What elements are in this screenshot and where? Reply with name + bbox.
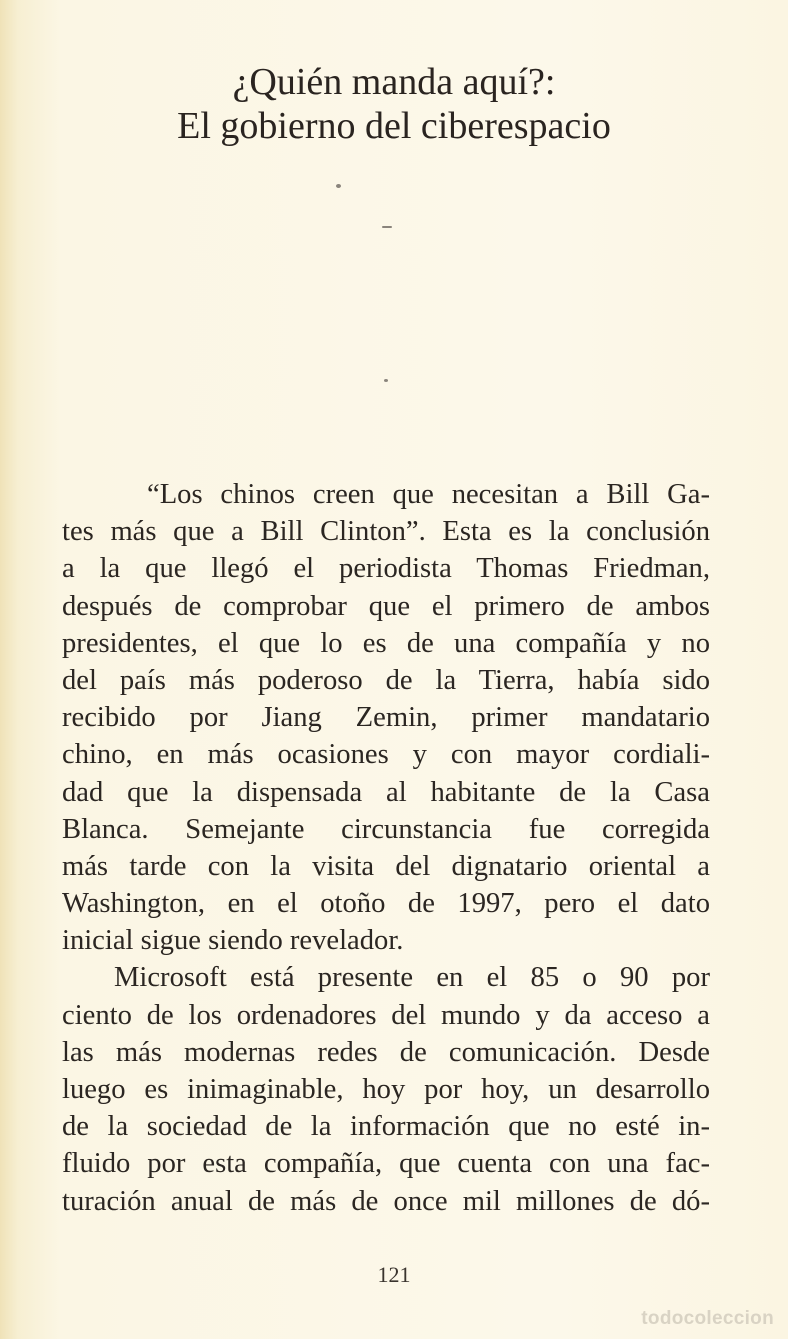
text-line: dad que la dispensada al habitante de la Casa <box>62 776 710 808</box>
chapter-title <box>0 60 788 148</box>
text-line: turación anual de más de once mil millones de dó- <box>62 1185 710 1217</box>
text-line: Washington, en el otoño de 1997, pero el dato <box>62 888 710 920</box>
text-line: a la que llegó el periodista Thomas Friedman, <box>62 553 710 585</box>
paragraph-2 <box>62 959 710 1219</box>
text-line: tes más que a Bill Clinton”. Esta es la conclusión <box>62 516 710 548</box>
watermark-logo: todocoleccion <box>641 1308 774 1329</box>
text-line: presidentes, el que lo es de una compañía y no <box>62 627 710 659</box>
text-line: Blanca. Semejante circunstancia fue corregida <box>62 813 710 845</box>
page-number: 121 <box>377 1262 411 1287</box>
chapter-title-line-2: El gobierno del ciberespacio <box>177 105 611 147</box>
text-line: ciento de los ordenadores del mundo y da acceso a <box>62 999 710 1031</box>
text-line: inicial sigue siendo revelador. <box>62 925 404 957</box>
text-line: las más modernas redes de comunicación. Desde <box>62 1036 710 1068</box>
text-line: del país más poderoso de la Tierra, había sido <box>62 664 710 696</box>
text-line: más tarde con la visita del dignatario oriental a <box>62 850 710 882</box>
text-line: chino, en más ocasiones y con mayor cordiali- <box>62 739 710 771</box>
text-line: de la sociedad de la información que no esté in- <box>62 1111 710 1143</box>
print-speck <box>336 184 341 188</box>
paragraph-1 <box>62 476 710 959</box>
text-line: fluido por esta compañía, que cuenta con una fac- <box>62 1148 710 1180</box>
text-line: “Los chinos creen que necesitan a Bill Ga- <box>147 479 710 510</box>
text-line: recibido por Jiang Zemin, primer mandatario <box>62 702 710 734</box>
text-line: luego es inimaginable, hoy por hoy, un desarrollo <box>62 1074 710 1105</box>
print-speck <box>384 379 388 382</box>
chapter-title-line-1: ¿Quién manda aquí?: <box>232 61 556 103</box>
print-speck <box>382 226 392 228</box>
text-line: después de comprobar que el primero de ambos <box>62 590 710 622</box>
body-text <box>62 476 710 1220</box>
text-line: Microsoft está presente en el 85 o 90 por <box>114 962 710 994</box>
